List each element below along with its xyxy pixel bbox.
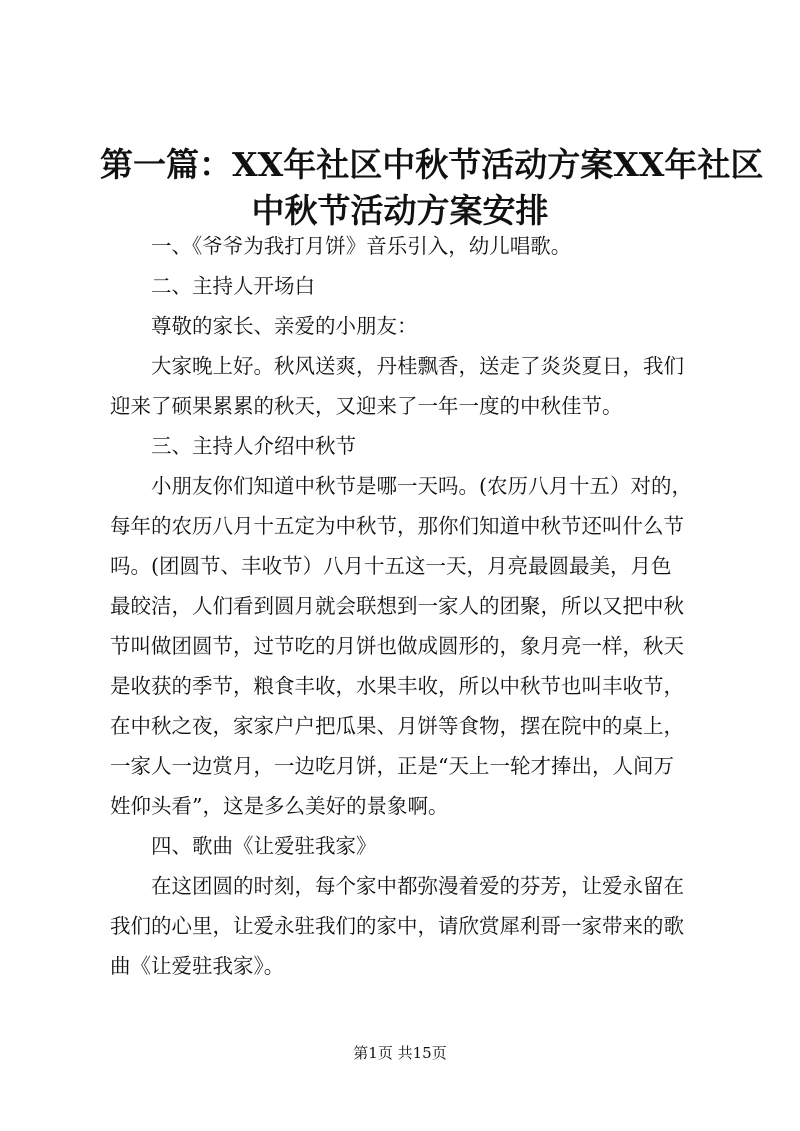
- paragraph-6-line-2: [110, 506, 710, 546]
- text-line: 曲《让爱驻我家》。: [110, 954, 285, 978]
- text-line: 姓仰头看”，这是多么美好的景象啊。: [110, 794, 449, 818]
- paragraph-6-line-7: [110, 706, 710, 746]
- paragraph-2: [110, 266, 710, 306]
- paragraph-6-line-8: [110, 746, 710, 786]
- paragraph-6-line-6: [110, 666, 710, 706]
- text-line: 一家人一边赏月，一边吃月饼，正是“天上一轮才捧出，人间万: [110, 754, 674, 778]
- paragraph-6-line-3: [110, 546, 710, 586]
- paragraph-7: [110, 826, 710, 866]
- text-line: 小朋友你们知道中秋节是哪一天吗。(农历八月十五）对的，: [151, 474, 692, 498]
- text-line: 大家晚上好。秋风送爽，丹桂飘香，送走了炎炎夏日，我们: [151, 354, 684, 378]
- text-line: 是收获的季节，粮食丰收，水果丰收，所以中秋节也叫丰收节，: [110, 674, 684, 698]
- paragraph-8-line-3: [110, 946, 710, 986]
- document-title: [100, 142, 764, 234]
- paragraph-8-line-2: [110, 906, 710, 946]
- text-line: 我们的心里，让爱永驻我们的家中，请欣赏犀利哥一家带来的歌: [110, 914, 684, 938]
- text-line: 迎来了硕果累累的秋天，又迎来了一年一度的中秋佳节。: [110, 394, 623, 418]
- page-number-label: 第1页 共15页: [353, 1044, 447, 1062]
- text-line: 最皎洁，人们看到圆月就会联想到一家人的团聚，所以又把中秋: [110, 594, 684, 618]
- text-line: 吗。(团圆节、丰收节）八月十五这一天，月亮最圆最美，月色: [110, 554, 672, 578]
- paragraph-8-line-1: [110, 866, 710, 906]
- paragraph-1: [110, 226, 710, 266]
- text-line: 尊敬的家长、亲爱的小朋友：: [151, 314, 418, 338]
- text-line: 四、歌曲《让爱驻我家》: [151, 834, 377, 858]
- text-line: 三、主持人介绍中秋节: [151, 434, 356, 458]
- paragraph-6-line-9: [110, 786, 710, 826]
- paragraph-4-line-2: [110, 386, 710, 426]
- document-body: [110, 226, 710, 986]
- paragraph-6-line-1: [110, 466, 710, 506]
- paragraph-6-line-5: [110, 626, 710, 666]
- text-line: 一、《爷爷为我打月饼》音乐引入，幼儿唱歌。: [151, 234, 572, 258]
- paragraph-5: [110, 426, 710, 466]
- title-line-2: 中秋节活动方案安排: [251, 191, 549, 230]
- text-line: 二、主持人开场白: [151, 274, 315, 298]
- title-line-1: 第一篇：XX年社区中秋节活动方案XX年社区: [100, 145, 764, 184]
- page-footer: [0, 1043, 800, 1063]
- text-line: 节叫做团圆节，过节吃的月饼也做成圆形的，象月亮一样，秋天: [110, 634, 684, 658]
- text-line: 在这团圆的时刻，每个家中都弥漫着爱的芬芳，让爱永留在: [151, 874, 684, 898]
- text-line: 在中秋之夜，家家户户把瓜果、月饼等食物，摆在院中的桌上，: [110, 714, 684, 738]
- text-line: 每年的农历八月十五定为中秋节，那你们知道中秋节还叫什么节: [110, 514, 684, 538]
- paragraph-6-line-4: [110, 586, 710, 626]
- paragraph-4-line-1: [110, 346, 710, 386]
- paragraph-3: [110, 306, 710, 346]
